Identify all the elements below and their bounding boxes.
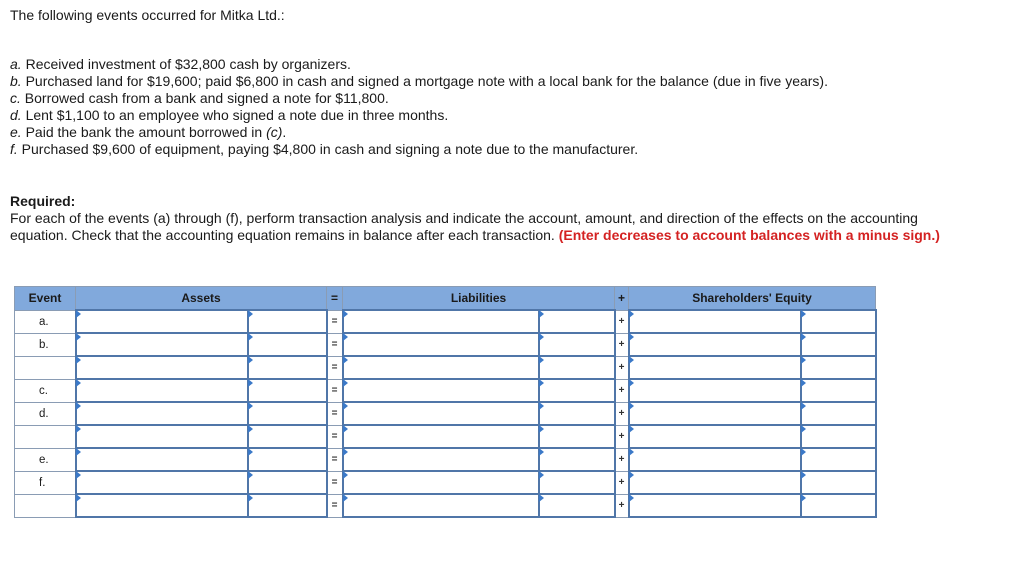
equity-account-input[interactable]: [630, 311, 800, 332]
equity-account-input-cell: [629, 310, 801, 333]
assets-account-input-cell: [76, 425, 248, 448]
assets-amount-input[interactable]: [249, 380, 326, 401]
equity-account-input[interactable]: [630, 334, 800, 355]
equity-account-input-cell: [629, 379, 801, 402]
event-cell: [15, 425, 76, 448]
page-title: The following events occurred for Mitka Ltd.:: [10, 7, 285, 23]
assets-amount-input-cell: [248, 310, 327, 333]
liabilities-amount-input[interactable]: [540, 449, 614, 470]
assets-account-input[interactable]: [77, 495, 247, 516]
plus-sign: +: [615, 310, 629, 333]
equity-amount-input-cell: [801, 356, 876, 379]
assets-amount-input[interactable]: [249, 495, 326, 516]
liabilities-account-input-cell: [343, 310, 539, 333]
event-cell: f.: [15, 471, 76, 494]
equity-account-input-cell: [629, 494, 801, 517]
liabilities-account-input-cell: [343, 425, 539, 448]
equity-account-input-cell: [629, 333, 801, 356]
event-text: Purchased land for $19,600; paid $6,800 in cash and signed a mortgage note with a local bank for the balance (due in five years).: [25, 73, 828, 89]
assets-account-input-cell: [76, 494, 248, 517]
liabilities-amount-input-cell: [539, 471, 615, 494]
assets-account-input[interactable]: [77, 403, 247, 424]
liabilities-amount-input-cell: [539, 494, 615, 517]
event-header: Event: [15, 287, 76, 311]
liabilities-amount-input[interactable]: [540, 334, 614, 355]
assets-amount-input-cell: [248, 494, 327, 517]
liabilities-account-input-cell: [343, 356, 539, 379]
table-row: [15, 356, 876, 379]
liabilities-account-input-cell: [343, 471, 539, 494]
assets-amount-input-cell: [248, 356, 327, 379]
assets-account-input[interactable]: [77, 449, 247, 470]
assets-account-input[interactable]: [77, 380, 247, 401]
equals-sign: =: [327, 494, 343, 517]
equity-amount-input[interactable]: [802, 426, 875, 447]
equals-sign: =: [327, 425, 343, 448]
required-section: [10, 193, 940, 244]
equity-account-input-cell: [629, 425, 801, 448]
assets-amount-input-cell: [248, 471, 327, 494]
equity-account-input[interactable]: [630, 357, 800, 378]
liabilities-account-input-cell: [343, 494, 539, 517]
event-text: Purchased $9,600 of equipment, paying $4,800 in cash and signing a note due to the manufacturer.: [21, 141, 639, 157]
equity-amount-input[interactable]: [802, 403, 875, 424]
assets-amount-input[interactable]: [249, 311, 326, 332]
equity-account-input[interactable]: [630, 495, 800, 516]
plus-sign: +: [615, 356, 629, 379]
equity-amount-input[interactable]: [802, 380, 875, 401]
liabilities-account-input-cell: [343, 448, 539, 471]
equals-header: =: [327, 287, 343, 311]
equity-amount-input-cell: [801, 425, 876, 448]
liabilities-amount-input[interactable]: [540, 311, 614, 332]
plus-header: +: [615, 287, 629, 311]
assets-amount-input-cell: [248, 333, 327, 356]
liabilities-account-input-cell: [343, 402, 539, 425]
liabilities-account-input[interactable]: [344, 472, 538, 493]
assets-amount-input-cell: [248, 448, 327, 471]
assets-account-input-cell: [76, 310, 248, 333]
event-label: d.: [10, 107, 22, 123]
event-cell: b.: [15, 333, 76, 356]
equals-sign: =: [327, 310, 343, 333]
assets-account-input[interactable]: [77, 311, 247, 332]
assets-account-input[interactable]: [77, 472, 247, 493]
assets-account-input-cell: [76, 333, 248, 356]
equity-account-input[interactable]: [630, 403, 800, 424]
equity-header: Shareholders' Equity: [629, 287, 876, 311]
equity-amount-input[interactable]: [802, 334, 875, 355]
assets-account-input-cell: [76, 379, 248, 402]
equity-amount-input[interactable]: [802, 357, 875, 378]
event-cell: a.: [15, 310, 76, 333]
plus-sign: +: [615, 379, 629, 402]
table-row: [15, 402, 876, 425]
equity-amount-input[interactable]: [802, 495, 875, 516]
assets-account-input[interactable]: [77, 426, 247, 447]
event-d: [10, 107, 828, 124]
assets-amount-input[interactable]: [249, 449, 326, 470]
liabilities-amount-input-cell: [539, 448, 615, 471]
assets-amount-input-cell: [248, 402, 327, 425]
liabilities-header: Liabilities: [343, 287, 615, 311]
event-cell: [15, 494, 76, 517]
table-row: [15, 310, 876, 333]
equity-account-input[interactable]: [630, 426, 800, 447]
assets-amount-input[interactable]: [249, 357, 326, 378]
equity-amount-input-cell: [801, 310, 876, 333]
plus-sign: +: [615, 448, 629, 471]
assets-header: Assets: [76, 287, 327, 311]
event-text: Borrowed cash from a bank and signed a note for $11,800.: [24, 90, 389, 106]
equity-account-input[interactable]: [630, 472, 800, 493]
event-suffix: .: [282, 124, 287, 140]
event-cell: d.: [15, 402, 76, 425]
liabilities-amount-input[interactable]: [540, 357, 614, 378]
equity-amount-input-cell: [801, 471, 876, 494]
table-row: [15, 425, 876, 448]
liabilities-amount-input-cell: [539, 402, 615, 425]
liabilities-amount-input-cell: [539, 333, 615, 356]
table-row: [15, 333, 876, 356]
equity-account-input-cell: [629, 471, 801, 494]
plus-sign: +: [615, 471, 629, 494]
equals-sign: =: [327, 333, 343, 356]
liabilities-amount-input-cell: [539, 310, 615, 333]
table-row: [15, 448, 876, 471]
table-row: [15, 494, 876, 517]
event-b: [10, 73, 828, 90]
equals-sign: =: [327, 356, 343, 379]
assets-account-input-cell: [76, 448, 248, 471]
assets-amount-input[interactable]: [249, 472, 326, 493]
event-text: Lent $1,100 to an employee who signed a note due in three months.: [25, 107, 449, 123]
liabilities-account-input[interactable]: [344, 311, 538, 332]
liabilities-amount-input[interactable]: [540, 380, 614, 401]
event-label: b.: [10, 73, 22, 89]
plus-sign: +: [615, 333, 629, 356]
liabilities-account-input[interactable]: [344, 495, 538, 516]
assets-account-input-cell: [76, 356, 248, 379]
assets-amount-input[interactable]: [249, 426, 326, 447]
equity-account-input-cell: [629, 448, 801, 471]
liabilities-account-input[interactable]: [344, 380, 538, 401]
event-text: Received investment of $32,800 cash by organizers.: [25, 56, 351, 72]
assets-account-input-cell: [76, 402, 248, 425]
liabilities-account-input-cell: [343, 379, 539, 402]
event-list: [10, 56, 828, 158]
assets-amount-input[interactable]: [249, 334, 326, 355]
event-c: [10, 90, 828, 107]
event-e: [10, 124, 828, 141]
assets-amount-input[interactable]: [249, 403, 326, 424]
equity-account-input[interactable]: [630, 380, 800, 401]
plus-sign: +: [615, 494, 629, 517]
equals-sign: =: [327, 448, 343, 471]
equity-amount-input-cell: [801, 402, 876, 425]
event-label: f.: [10, 141, 18, 157]
liabilities-amount-input-cell: [539, 379, 615, 402]
equity-amount-input[interactable]: [802, 311, 875, 332]
equity-account-input-cell: [629, 402, 801, 425]
liabilities-amount-input[interactable]: [540, 495, 614, 516]
assets-account-input[interactable]: [77, 357, 247, 378]
liabilities-amount-input-cell: [539, 356, 615, 379]
event-text: Paid the bank the amount borrowed in: [25, 124, 267, 140]
event-cell: e.: [15, 448, 76, 471]
assets-account-input[interactable]: [77, 334, 247, 355]
liabilities-account-input[interactable]: [344, 334, 538, 355]
assets-amount-input-cell: [248, 379, 327, 402]
required-text: For each of the events (a) through (f), perform transaction analysis and indicate the account, amount, and direction of the effects on the accounting equation. Check that the accounting equation remains in balance after each transaction.: [10, 210, 918, 243]
table-header-row: [15, 287, 876, 311]
plus-sign: +: [615, 425, 629, 448]
liabilities-account-input-cell: [343, 333, 539, 356]
event-cell: c.: [15, 379, 76, 402]
event-label: c.: [10, 90, 21, 106]
event-a: [10, 56, 828, 73]
liabilities-amount-input[interactable]: [540, 472, 614, 493]
required-heading: Required:: [10, 193, 76, 209]
equity-amount-input-cell: [801, 379, 876, 402]
equity-amount-input-cell: [801, 494, 876, 517]
table-row: [15, 379, 876, 402]
liabilities-amount-input-cell: [539, 425, 615, 448]
equity-account-input-cell: [629, 356, 801, 379]
equity-amount-input-cell: [801, 448, 876, 471]
table-row: [15, 471, 876, 494]
event-ref: (c): [266, 124, 283, 140]
accounting-equation-table: [14, 286, 877, 518]
equity-amount-input-cell: [801, 333, 876, 356]
plus-sign: +: [615, 402, 629, 425]
required-note: (Enter decreases to account balances with a minus sign.): [558, 227, 940, 243]
liabilities-account-input[interactable]: [344, 426, 538, 447]
equity-amount-input[interactable]: [802, 472, 875, 493]
liabilities-amount-input[interactable]: [540, 403, 614, 424]
event-label: e.: [10, 124, 22, 140]
assets-amount-input-cell: [248, 425, 327, 448]
event-cell: [15, 356, 76, 379]
equals-sign: =: [327, 471, 343, 494]
event-label: a.: [10, 56, 22, 72]
liabilities-account-input[interactable]: [344, 403, 538, 424]
equity-amount-input[interactable]: [802, 449, 875, 470]
event-f: [10, 141, 828, 158]
liabilities-account-input[interactable]: [344, 449, 538, 470]
equity-account-input[interactable]: [630, 449, 800, 470]
liabilities-account-input[interactable]: [344, 357, 538, 378]
equals-sign: =: [327, 379, 343, 402]
assets-account-input-cell: [76, 471, 248, 494]
liabilities-amount-input[interactable]: [540, 426, 614, 447]
equals-sign: =: [327, 402, 343, 425]
